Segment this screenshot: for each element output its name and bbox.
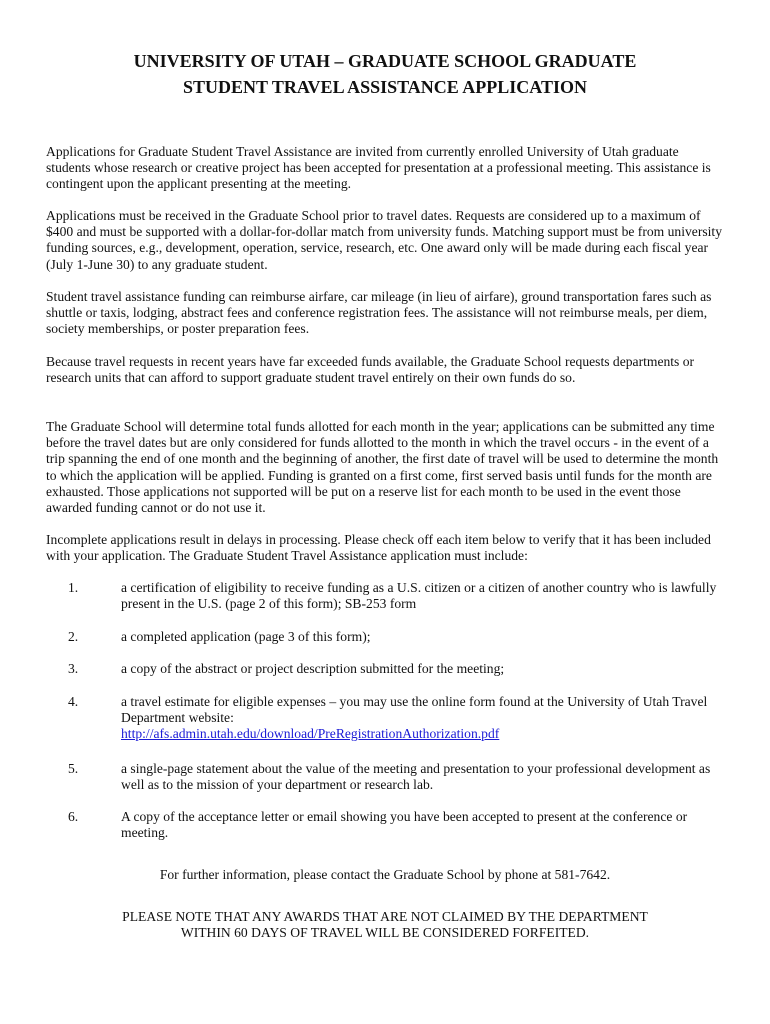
checklist-number: 3. xyxy=(68,661,79,676)
checklist-text: a certification of eligibility to receive funding as a U.S. citizen or a citizen of another country who is lawfully present in the U.S. (page 2 of this form); SB-253 form xyxy=(121,580,717,612)
paragraph-text: Student travel assistance funding can reimburse airfare, car mileage (in lieu of airfare), ground transportation fares such as shuttle or taxis, lodging, abstract fees and conference registration fees. The assistance will not reimburse meals, per diem, society memberships, or poster preparation fees. xyxy=(46,289,712,337)
checklist-number: 5. xyxy=(68,761,79,776)
page-title-line-2: STUDENT TRAVEL ASSISTANCE APPLICATION xyxy=(183,77,587,97)
paragraph-text: Incomplete applications result in delays in processing. Please check off each item below to verify that it has been included with your application. The Graduate Student Travel Assistance application must include: xyxy=(46,532,711,564)
checklist-text: a copy of the abstract or project description submitted for the meeting; xyxy=(121,661,505,676)
contact-info: For further information, please contact the Graduate School by phone at 581-7642. xyxy=(159,867,611,882)
travel-form-link[interactable]: http://afs.admin.utah.edu/download/PreRegistrationAuthorization.pdf xyxy=(121,726,500,742)
paragraph-text: The Graduate School will determine total funds allotted for each month in the year; applications can be submitted any time before the travel dates but are only considered for funds allotted to the month in which the travel occurs - in the event of a trip spanning the end of one month and the beginning of another, the first date of travel will be used to determine the month to which the application will be applied. Funding is granted on a first come, first served basis until funds for the month are exhausted. Those applications not supported will be put on a reserve list for each month to be used in the event those awarded funding cannot or do not use it. xyxy=(46,419,719,516)
forfeit-notice-line-2: WITHIN 60 DAYS OF TRAVEL WILL BE CONSIDERED FORFEITED. xyxy=(180,925,590,940)
paragraph-text: Because travel requests in recent years have far exceeded funds available, the Graduate School requests departments or research units that can afford to support graduate student travel entirely on their own funds do so. xyxy=(46,354,695,386)
page-title-line-1: UNIVERSITY OF UTAH – GRADUATE SCHOOL GRADUATE xyxy=(133,51,637,71)
checklist-number: 6. xyxy=(68,809,79,824)
checklist-number: 1. xyxy=(68,580,79,595)
checklist-text: a travel estimate for eligible expenses – you may use the online form found at the University of Utah Travel Department website: xyxy=(121,694,708,726)
checklist-text-wrapper xyxy=(121,694,721,743)
paragraph-department-funding xyxy=(46,354,726,386)
paragraph-text: Applications for Graduate Student Travel Assistance are invited from currently enrolled University of Utah graduate students whose research or creative project has been accepted for presentation at a professional meeting. This assistance is contingent upon the applicant presenting at the meeting. xyxy=(46,144,711,192)
paragraph-deadline-and-maximum xyxy=(46,208,726,273)
checklist-text: a completed application (page 3 of this form); xyxy=(121,629,371,644)
forfeit-notice-line-1: PLEASE NOTE THAT ANY AWARDS THAT ARE NOT CLAIMED BY THE DEPARTMENT xyxy=(122,909,648,924)
paragraph-eligibility xyxy=(46,144,726,193)
paragraph-reimbursable-expenses xyxy=(46,289,726,338)
checklist-number: 2. xyxy=(68,629,79,644)
paragraph-monthly-allotment xyxy=(46,419,726,516)
checklist-text: a single-page statement about the value of the meeting and presentation to your professional development as well as to the mission of your department or research lab. xyxy=(121,761,711,793)
checklist-text: A copy of the acceptance letter or email showing you have been accepted to present at the conference or meeting. xyxy=(121,809,688,841)
paragraph-checklist-intro xyxy=(46,532,726,564)
checklist-number: 4. xyxy=(68,694,79,709)
paragraph-text: Applications must be received in the Graduate School prior to travel dates. Requests are considered up to a maximum of $400 and must be supported with a dollar-for-dollar match from university funds. Matching support must be from university funding sources, e.g., development, operation, service, research, etc. One award only will be made during each fiscal year (July 1-June 30) to any graduate student. xyxy=(46,208,722,272)
